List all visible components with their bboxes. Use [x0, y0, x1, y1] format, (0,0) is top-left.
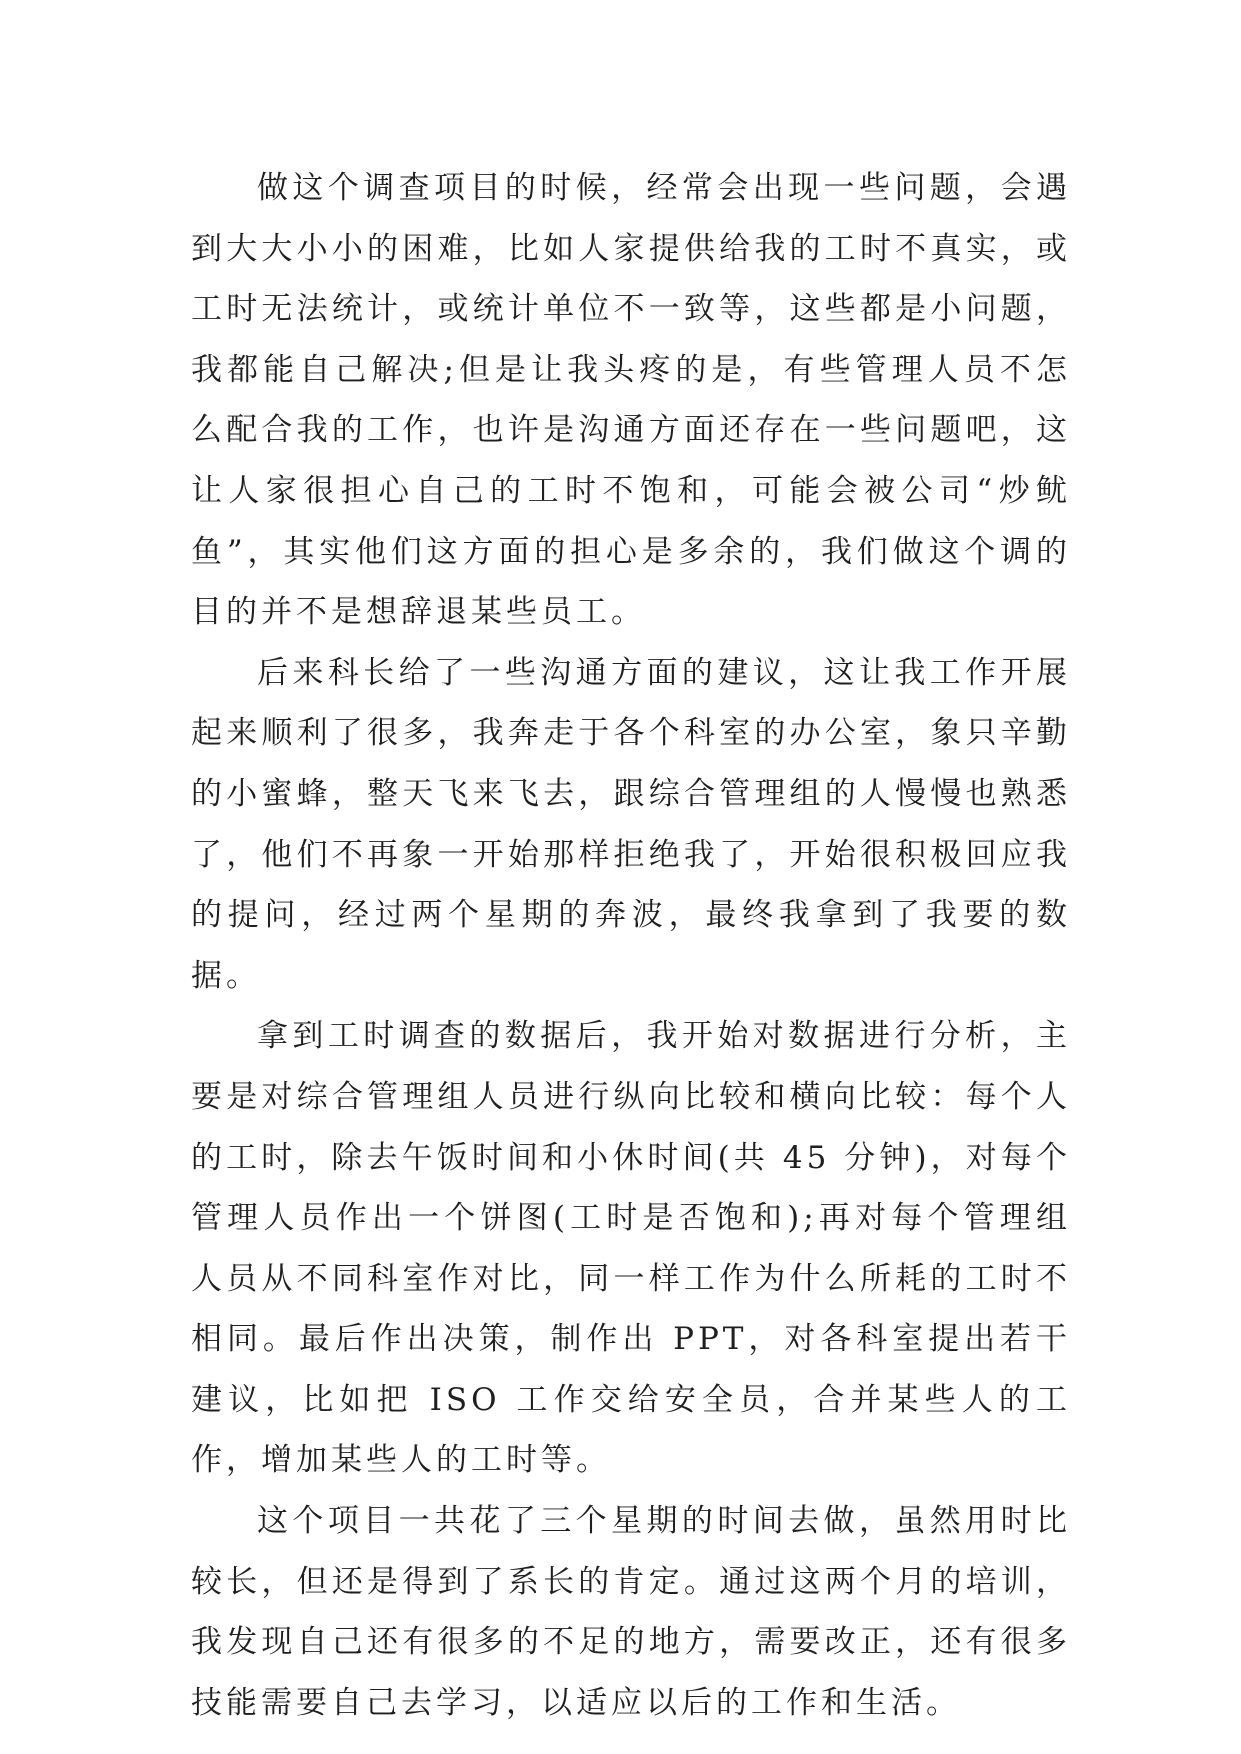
paragraph: 拿到工时调查的数据后，我开始对数据进行分析，主要是对综合管理组人员进行纵向比较和横向比较：每个人的工时，除去午饭时间和小休时间(共 45 分钟)，对每个管理人员作出一个饼图(工时是否饱和);再对每个管理组人员从不同科室作对比，同一样工作为什么所耗的工时不相同。最后作出决策，制作出 PPT，对各科室提出若干建议，比如把 ISO 工作交给安全员，合并某些人的工作，增加某些人的工时等。 — [191, 1018, 1071, 1479]
document-body — [191, 158, 1071, 1733]
paragraph: 做这个调查项目的时候，经常会出现一些问题，会遇到大大小小的困难，比如人家提供给我的工时不真实，或工时无法统计，或统计单位不一致等，这些都是小问题，我都能自己解决;但是让我头疼的是，有些管理人员不怎么配合我的工作，也许是沟通方面还存在一些问题吧，这让人家很担心自己的工时不饱和，可能会被公司“炒鱿鱼”，其实他们这方面的担心是多余的，我们做这个调的目的并不是想辞退某些员工。 — [191, 170, 1071, 631]
paragraph: 这个项目一共花了三个星期的时间去做，虽然用时比较长，但还是得到了系长的肯定。通过这两个月的培训，我发现自己还有很多的不足的地方，需要改正，还有很多技能需要自己去学习，以适应以后的工作和生活。 — [191, 1503, 1071, 1721]
paragraph: 后来科长给了一些沟通方面的建议，这让我工作开展起来顺利了很多，我奔走于各个科室的办公室，象只辛勤的小蜜蜂，整天飞来飞去，跟综合管理组的人慢慢也熟悉了，他们不再象一开始那样拒绝我了，开始很积极回应我的提问，经过两个星期的奔波，最终我拿到了我要的数据。 — [191, 654, 1071, 994]
